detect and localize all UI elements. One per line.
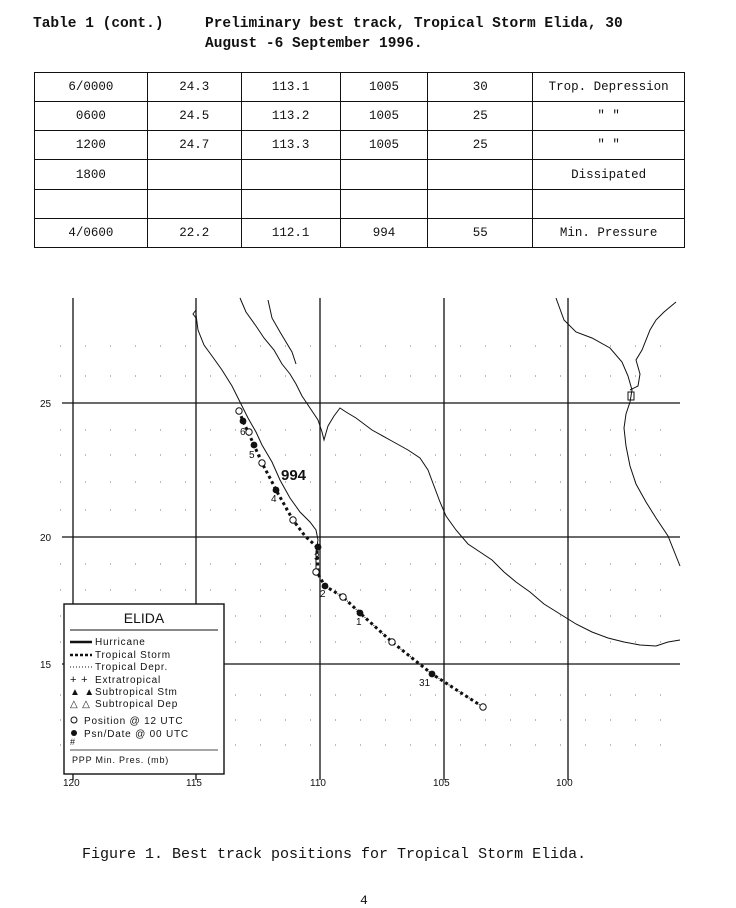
table-row [35,131,685,160]
table-cell: 55 [428,218,533,247]
table-cell: 113.1 [241,73,340,102]
date-label: 6 [240,427,246,438]
table-title-line1: Preliminary best track, Tropical Storm Elida, 30 [205,16,623,32]
date-marker [429,671,436,678]
best-track-table [34,72,685,248]
position-marker [290,517,296,523]
legend-item: Tropical Storm [95,650,171,661]
lon-tick: 100 [556,778,573,789]
position-marker [236,408,242,414]
date-label: 3 [314,552,320,563]
table-cell [241,189,340,218]
table-cell: 1800 [35,160,148,189]
table-label: Table 1 (cont.) [33,16,164,32]
lon-tick: 120 [63,778,80,789]
legend-item: Psn/Date @ 00 UTC [84,729,189,740]
date-label: 5 [249,450,255,461]
min-pressure-label: 994 [281,467,307,484]
table-cell: 994 [340,218,428,247]
date-marker [273,487,280,494]
date-marker [315,544,322,551]
legend-item: Subtropical Stm [95,687,178,698]
table-cell: 1005 [340,73,428,102]
table-cell: 6/0000 [35,73,148,102]
svg-text:▲ ▲: ▲ ▲ [70,687,95,698]
table-cell: 24.5 [147,102,241,131]
table-cell: 1005 [340,102,428,131]
position-marker [389,639,395,645]
table-row [35,102,685,131]
legend-item: Hurricane [95,637,146,648]
legend-item: Subtropical Dep [95,699,179,710]
page-number: 4 [360,893,368,908]
date-label: 1 [356,617,362,628]
table-row [35,160,685,189]
svg-text:#: # [70,737,76,747]
lon-tick-labels [63,778,573,789]
date-labels [240,427,431,689]
table-cell: 112.1 [241,218,340,247]
svg-text:+ +: + + [70,674,89,686]
legend-item: Tropical Depr. [95,662,169,673]
lon-tick: 115 [186,778,202,789]
table-cell: Dissipated [533,160,685,189]
table-cell: Min. Pressure [533,218,685,247]
legend-item: Extratropical [95,675,161,686]
table-cell: Trop. Depression [533,73,685,102]
lon-tick: 105 [433,778,450,789]
date-marker [251,442,258,449]
table-cell: 30 [428,73,533,102]
lat-tick: 15 [40,660,52,671]
date-marker [240,418,247,425]
table-cell [428,160,533,189]
table-row [35,218,685,247]
lat-tick-labels [40,399,52,671]
table-cell: 24.7 [147,131,241,160]
legend [64,604,224,774]
table-cell [147,160,241,189]
table-cell [147,189,241,218]
table-cell: 113.2 [241,102,340,131]
legend-title: ELIDA [123,610,165,626]
table-row [35,189,685,218]
table-cell: " " [533,131,685,160]
table-cell [241,160,340,189]
table-cell [35,189,148,218]
table-cell: 0600 [35,102,148,131]
lat-tick: 25 [40,399,52,410]
table-cell [340,160,428,189]
date-label: 4 [271,494,277,505]
legend-item: Position @ 12 UTC [84,716,184,727]
table-row [35,73,685,102]
position-marker [246,429,252,435]
table-title-line2: August -6 September 1996. [205,36,423,52]
table-cell: 4/0600 [35,218,148,247]
svg-text:△ △: △ △ [70,699,91,710]
table-cell [340,189,428,218]
date-label: 31 [419,678,431,689]
position-12utc-markers [236,408,486,710]
figure-caption: Figure 1. Best track positions for Tropical Storm Elida. [82,846,587,863]
table-cell: " " [533,102,685,131]
date-marker [357,610,364,617]
lat-tick: 20 [40,533,52,544]
track-map [0,290,736,810]
table-cell: 24.3 [147,73,241,102]
table-cell: 22.2 [147,218,241,247]
date-label: 2 [320,589,326,600]
table-cell: 113.3 [241,131,340,160]
position-marker [480,704,486,710]
lon-tick: 110 [310,778,326,789]
position-marker [259,460,265,466]
position-marker [340,594,346,600]
legend-item: PPP Min. Pres. (mb) [72,755,170,765]
table-cell [533,189,685,218]
table-cell [428,189,533,218]
table-cell: 1200 [35,131,148,160]
position-marker [313,569,319,575]
table-cell: 25 [428,131,533,160]
table-cell: 25 [428,102,533,131]
table-cell: 1005 [340,131,428,160]
